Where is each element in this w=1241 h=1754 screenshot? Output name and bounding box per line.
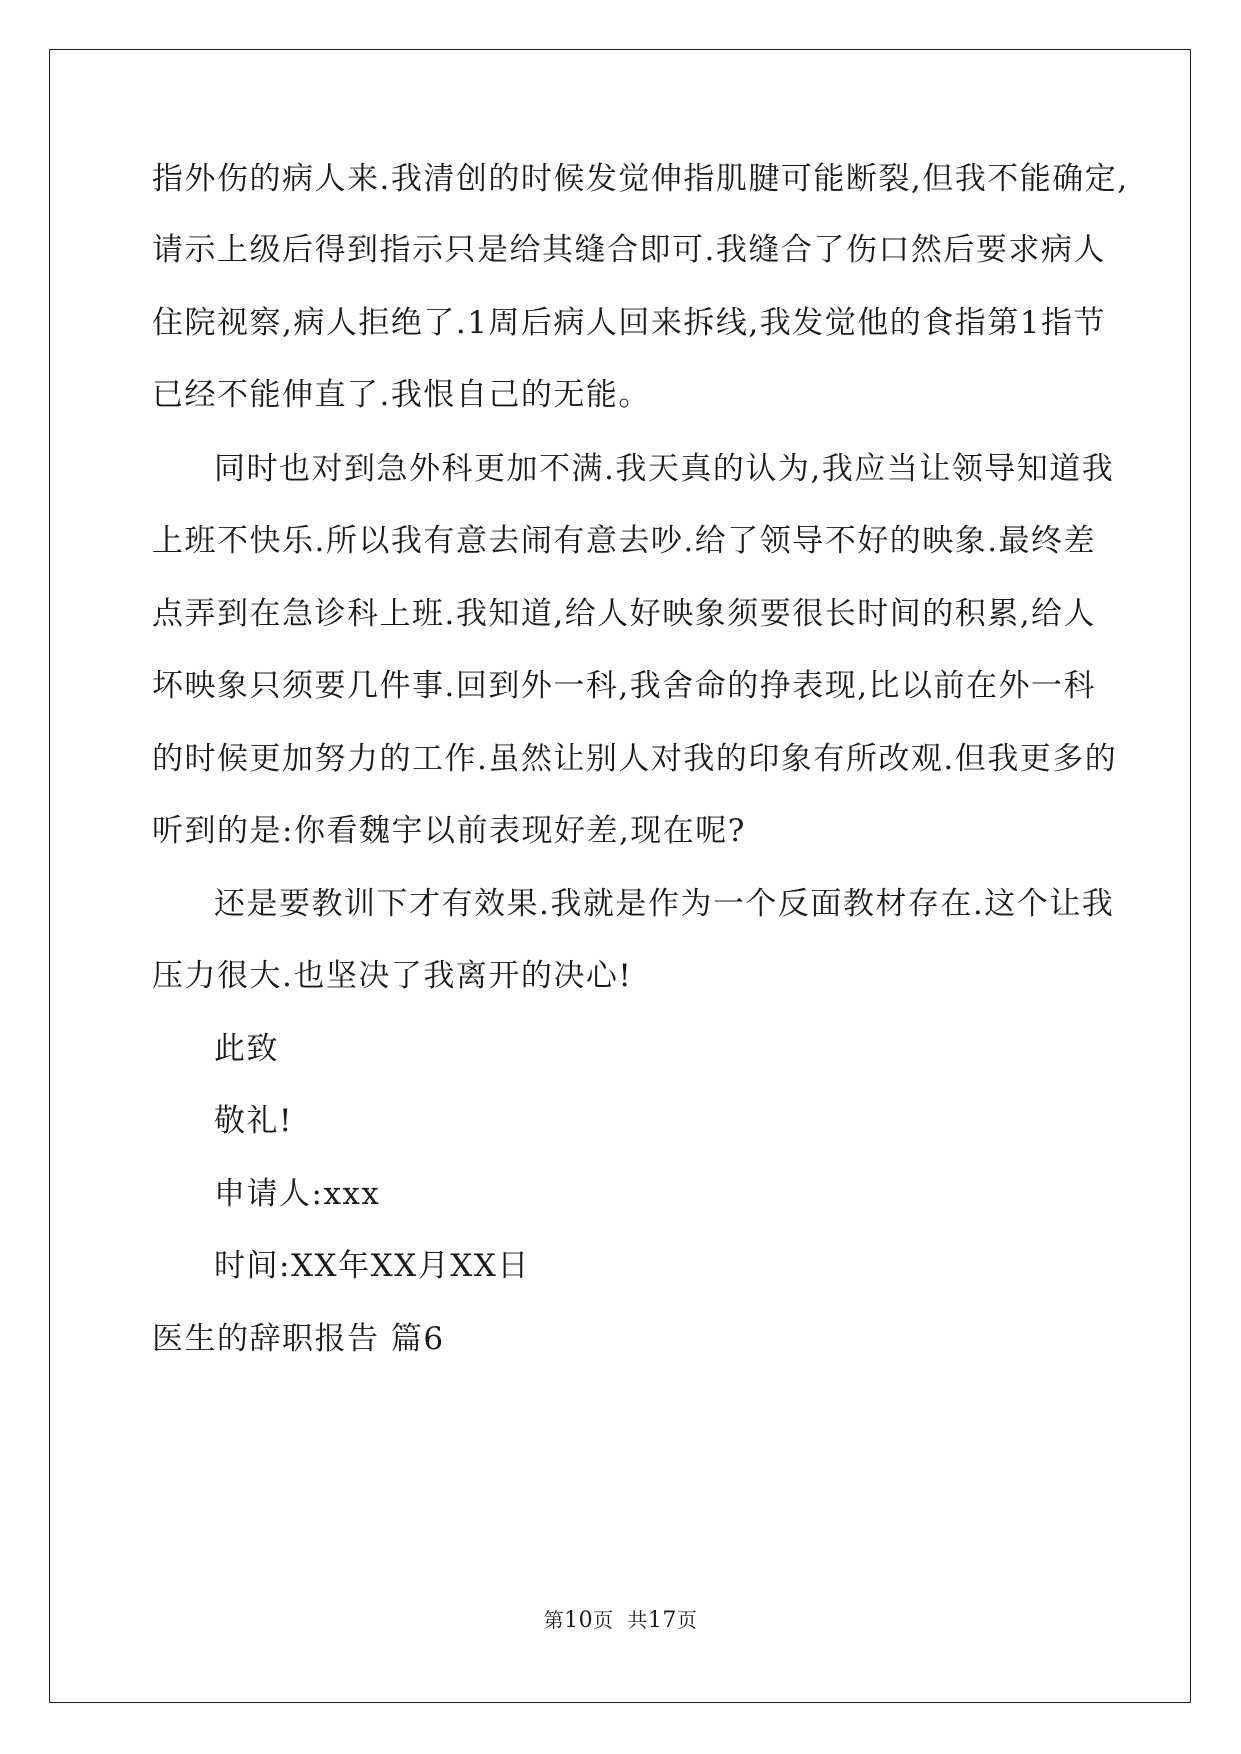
body-line: 的时候更加努力的工作.虽然让别人对我的印象有所改观.但我更多的 [152,741,1118,777]
page-footer [0,1607,1241,1634]
closing-salutation: 此致 [214,1031,279,1067]
closing-regards: 敬礼! [214,1103,293,1139]
body-line: 点弄到在急诊科上班.我知道,给人好映象须要很长时间的积累,给人 [152,596,1097,632]
section-heading: 医生的辞职报告 篇6 [152,1321,445,1357]
body-line: 还是要教训下才有效果.我就是作为一个反面教材存在.这个让我 [214,886,1115,922]
applicant-line: 申请人:xxx [214,1176,381,1212]
footer-suffix: 页 [676,1608,698,1632]
body-line: 上班不快乐.所以我有意去闹有意去吵.给了领导不好的映象.最终差 [152,523,1097,559]
total-pages-number: 17 [647,1608,677,1633]
page-border [49,49,1191,1703]
footer-prefix: 第 [543,1608,565,1632]
body-line: 已经不能伸直了.我恨自己的无能。 [152,377,651,413]
body-line: 请示上级后得到指示只是给其缝合即可.我缝合了伤口然后要求病人 [152,232,1106,268]
date-line: 时间:XX年XX月XX日 [214,1248,530,1284]
current-page-number: 10 [564,1608,594,1633]
body-line: 压力很大.也坚决了我离开的决心! [152,958,633,994]
body-line: 坏映象只须要几件事.回到外一科,我舍命的挣表现,比以前在外一科 [152,668,1097,704]
body-line: 住院视察,病人拒绝了.1周后病人回来拆线,我发觉他的食指第1指节 [152,305,1107,341]
body-line: 听到的是:你看魏宇以前表现好差,现在呢? [152,813,746,849]
body-line: 同时也对到急外科更加不满.我天真的认为,我应当让领导知道我 [214,451,1115,487]
footer-mid: 页 共 [593,1608,648,1632]
body-line: 指外伤的病人来.我清创的时候发觉伸指肌腱可能断裂,但我不能确定, [152,161,1129,197]
